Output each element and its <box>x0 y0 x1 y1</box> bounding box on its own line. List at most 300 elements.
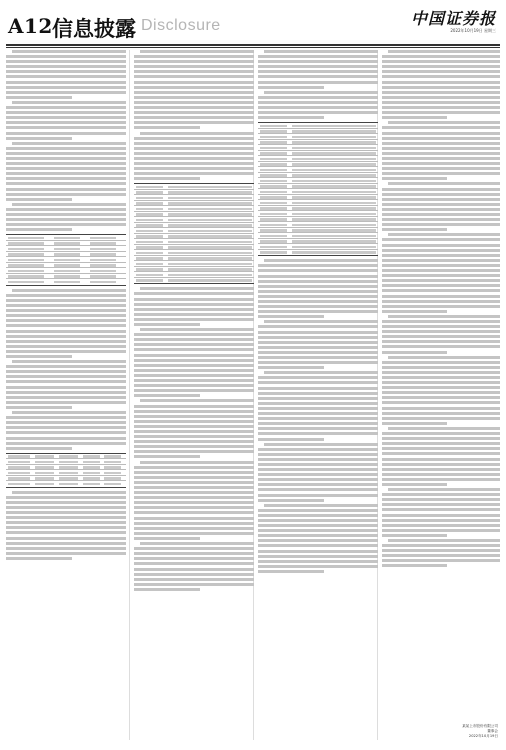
text-line <box>6 511 126 514</box>
text-line <box>134 147 254 150</box>
text-line <box>134 55 254 58</box>
text-line <box>6 198 72 201</box>
table-cell <box>292 130 376 133</box>
table-cell <box>8 237 44 240</box>
table-cell <box>260 224 286 227</box>
text-line <box>134 333 254 336</box>
table-cell <box>260 180 286 183</box>
text-line <box>134 167 254 170</box>
table-cell <box>83 455 100 458</box>
text-line <box>134 172 254 175</box>
table-cell <box>168 186 252 189</box>
text-line <box>382 529 500 532</box>
text-line <box>258 295 378 298</box>
table-cell <box>168 279 252 282</box>
text-line <box>134 348 254 351</box>
table-cell <box>136 235 162 238</box>
text-line <box>382 305 500 308</box>
table-cell <box>168 213 252 216</box>
text-line <box>140 399 254 402</box>
text-line <box>382 152 500 155</box>
table-cell <box>168 219 252 222</box>
text-line <box>382 223 500 226</box>
text-line <box>134 481 254 484</box>
text-line <box>134 292 254 295</box>
text-line <box>382 238 500 241</box>
text-line <box>258 519 378 522</box>
text-line <box>382 60 500 63</box>
table-cell <box>136 224 162 227</box>
text-line <box>6 228 72 231</box>
text-line <box>382 193 500 196</box>
text-line <box>134 486 254 489</box>
text-line <box>382 126 500 129</box>
text-line <box>134 552 254 555</box>
text-line <box>140 287 254 290</box>
table-cell <box>260 202 286 205</box>
text-line <box>6 542 126 545</box>
text-line <box>258 305 378 308</box>
table-row <box>6 279 126 285</box>
text-line <box>388 488 500 491</box>
table-cell <box>168 252 252 255</box>
text-line <box>6 86 126 89</box>
text-line <box>258 550 378 553</box>
text-line <box>382 361 500 364</box>
text-line <box>134 527 254 530</box>
text-line <box>258 376 378 379</box>
text-line <box>382 162 500 165</box>
text-line <box>382 172 500 175</box>
text-line <box>134 384 254 387</box>
text-line <box>382 91 500 94</box>
table-cell <box>168 257 252 260</box>
text-line <box>382 264 500 267</box>
text-line <box>258 427 378 430</box>
page-code: A12 <box>8 14 53 38</box>
table-cell <box>90 259 116 262</box>
table-cell <box>8 477 30 480</box>
text-line <box>134 532 254 535</box>
table-cell <box>59 455 78 458</box>
text-line <box>6 437 126 440</box>
table-cell <box>260 229 286 232</box>
page-header <box>6 4 500 44</box>
table-cell <box>292 147 376 150</box>
table-cell <box>136 274 162 277</box>
text-line <box>134 578 254 581</box>
table-cell <box>35 466 54 469</box>
table-cell <box>90 253 116 256</box>
text-line <box>382 284 500 287</box>
text-line <box>258 86 324 89</box>
text-line <box>258 351 378 354</box>
text-line <box>6 188 126 191</box>
table-cell <box>90 264 116 267</box>
text-line <box>258 60 378 63</box>
text-line <box>382 493 500 496</box>
text-line <box>382 437 500 440</box>
text-line <box>6 126 126 129</box>
text-line <box>12 491 126 494</box>
signature-block <box>462 724 498 739</box>
text-line <box>134 491 254 494</box>
table-cell <box>260 169 286 172</box>
table-cell <box>260 152 286 155</box>
text-line <box>258 570 324 573</box>
text-line <box>6 386 126 389</box>
table-cell <box>54 264 80 267</box>
table-cell <box>59 466 78 469</box>
text-line <box>134 343 254 346</box>
text-line <box>264 320 378 323</box>
text-line <box>382 279 500 282</box>
text-line <box>6 81 126 84</box>
table-cell <box>292 174 376 177</box>
text-line <box>6 299 126 302</box>
table-cell <box>136 263 162 266</box>
text-line <box>6 324 126 327</box>
text-line <box>382 407 500 410</box>
text-line <box>134 496 254 499</box>
text-line <box>134 517 254 520</box>
text-line <box>258 65 378 68</box>
text-line <box>382 259 500 262</box>
text-line <box>382 478 500 481</box>
text-line <box>258 81 378 84</box>
text-line <box>258 448 378 451</box>
table-cell <box>168 191 252 194</box>
text-line <box>258 565 378 568</box>
text-line <box>6 350 126 353</box>
table-cell <box>104 461 121 464</box>
table-cell <box>136 268 162 271</box>
text-line <box>6 75 126 78</box>
text-column-1 <box>6 50 126 740</box>
text-line <box>134 106 254 109</box>
text-line <box>6 208 126 211</box>
table-cell <box>136 219 162 222</box>
text-line <box>6 193 126 196</box>
text-line <box>382 70 500 73</box>
text-line <box>134 142 254 145</box>
table-cell <box>292 141 376 144</box>
text-line <box>134 157 254 160</box>
table-cell <box>83 472 100 475</box>
text-line <box>6 345 126 348</box>
text-line <box>134 506 254 509</box>
table-cell <box>59 461 78 464</box>
text-line <box>134 410 254 413</box>
text-line <box>134 96 254 99</box>
text-line <box>388 539 500 542</box>
text-line <box>258 101 378 104</box>
table-cell <box>136 213 162 216</box>
table-cell <box>292 229 376 232</box>
text-line <box>382 213 500 216</box>
text-line <box>258 534 378 537</box>
text-line <box>382 81 500 84</box>
text-line <box>6 309 126 312</box>
text-line <box>258 422 378 425</box>
text-line <box>258 346 378 349</box>
text-line <box>6 537 126 540</box>
text-line <box>134 177 200 180</box>
table-cell <box>35 461 54 464</box>
text-line <box>134 111 254 114</box>
table-row <box>6 481 126 487</box>
table-cell <box>292 163 376 166</box>
text-line <box>6 213 126 216</box>
text-line <box>134 588 200 591</box>
text-line <box>258 106 378 109</box>
text-line <box>258 55 378 58</box>
text-line <box>6 137 72 140</box>
text-line <box>382 554 500 557</box>
text-line <box>134 537 200 540</box>
text-line <box>382 401 500 404</box>
header-rule-thin <box>6 47 500 48</box>
text-line <box>382 351 447 354</box>
table-cell <box>8 461 30 464</box>
text-line <box>258 514 378 517</box>
text-line <box>264 443 378 446</box>
text-line <box>382 514 500 517</box>
text-line <box>382 254 500 257</box>
text-line <box>382 335 500 338</box>
text-line <box>382 96 500 99</box>
text-line <box>382 198 500 201</box>
table-cell <box>8 259 44 262</box>
table-cell <box>260 218 286 221</box>
table-cell <box>260 141 286 144</box>
table-cell <box>136 208 162 211</box>
text-line <box>258 331 378 334</box>
text-line <box>6 335 126 338</box>
table-cell <box>168 246 252 249</box>
text-line <box>382 106 500 109</box>
text-line <box>6 96 72 99</box>
table-cell <box>136 186 162 189</box>
table-cell <box>104 472 121 475</box>
text-line <box>382 228 447 231</box>
text-line <box>6 516 126 519</box>
table-cell <box>168 268 252 271</box>
text-line <box>382 534 447 537</box>
table-cell <box>260 246 286 249</box>
text-line <box>382 325 500 328</box>
text-line <box>134 101 254 104</box>
text-line <box>6 304 126 307</box>
text-line <box>382 289 500 292</box>
text-line <box>382 274 500 277</box>
text-line <box>382 371 500 374</box>
text-line <box>134 394 200 397</box>
text-line <box>382 75 500 78</box>
text-line <box>134 298 254 301</box>
issue-date: 2022年10月19日 星期三 <box>450 28 496 33</box>
text-line <box>382 147 500 150</box>
table-cell <box>54 275 80 278</box>
table-cell <box>8 466 30 469</box>
table-cell <box>292 180 376 183</box>
text-line <box>382 447 500 450</box>
text-line <box>382 300 500 303</box>
text-line <box>382 167 500 170</box>
table-row <box>258 250 378 256</box>
text-line <box>258 402 378 405</box>
text-line <box>258 392 378 395</box>
text-line <box>134 501 254 504</box>
table-cell <box>168 230 252 233</box>
text-line <box>6 426 126 429</box>
text-line <box>258 407 378 410</box>
text-line <box>382 463 500 466</box>
text-line <box>134 557 254 560</box>
text-line <box>6 167 126 170</box>
text-line <box>258 387 378 390</box>
text-line <box>258 453 378 456</box>
text-line <box>6 319 126 322</box>
text-line <box>6 172 126 175</box>
table-cell <box>90 248 116 251</box>
text-line <box>382 442 500 445</box>
text-line <box>382 320 500 323</box>
table-cell <box>8 472 30 475</box>
data-table <box>134 183 254 284</box>
text-line <box>12 50 126 53</box>
text-line <box>134 562 254 565</box>
text-line <box>12 142 126 145</box>
table-cell <box>104 477 121 480</box>
text-line <box>258 290 378 293</box>
text-line <box>382 55 500 58</box>
table-cell <box>260 163 286 166</box>
text-line <box>382 483 447 486</box>
table-cell <box>292 191 376 194</box>
table-cell <box>35 477 54 480</box>
text-line <box>140 461 254 464</box>
text-line <box>382 381 500 384</box>
text-line <box>134 313 254 316</box>
table-cell <box>260 125 286 128</box>
table-cell <box>35 483 54 486</box>
text-line <box>382 142 500 145</box>
text-line <box>258 494 378 497</box>
text-line <box>134 425 254 428</box>
text-line <box>134 364 254 367</box>
text-line <box>12 411 126 414</box>
text-line <box>382 503 500 506</box>
table-cell <box>292 218 376 221</box>
text-line <box>382 468 500 471</box>
text-line <box>6 223 126 226</box>
table-cell <box>54 259 80 262</box>
text-line <box>382 116 447 119</box>
text-line <box>258 269 378 272</box>
table-cell <box>292 185 376 188</box>
text-line <box>382 345 500 348</box>
text-line <box>258 509 378 512</box>
text-line <box>6 70 126 73</box>
text-line <box>134 430 254 433</box>
text-line <box>134 471 254 474</box>
table-cell <box>54 248 80 251</box>
text-line <box>134 420 254 423</box>
table-cell <box>292 125 376 128</box>
text-column-4 <box>382 50 500 740</box>
table-cell <box>260 196 286 199</box>
table-cell <box>90 237 116 240</box>
text-line <box>6 531 126 534</box>
text-line <box>258 96 378 99</box>
text-line <box>258 116 324 119</box>
text-line <box>134 440 254 443</box>
newspaper-logo: 中国证券报 <box>410 9 496 28</box>
text-line <box>134 60 254 63</box>
text-line <box>6 314 126 317</box>
text-line <box>258 275 378 278</box>
text-line <box>382 137 500 140</box>
text-line <box>258 468 378 471</box>
text-line <box>134 116 254 119</box>
text-line <box>134 445 254 448</box>
table-cell <box>90 242 116 245</box>
text-line <box>140 328 254 331</box>
text-line <box>12 203 126 206</box>
text-line <box>134 137 254 140</box>
text-line <box>134 91 254 94</box>
table-cell <box>292 207 376 210</box>
text-line <box>134 374 254 377</box>
text-line <box>134 405 254 408</box>
text-line <box>134 152 254 155</box>
table-cell <box>8 455 30 458</box>
table-cell <box>54 253 80 256</box>
text-line <box>382 203 500 206</box>
header-rule <box>6 44 500 46</box>
text-line <box>258 356 378 359</box>
text-line <box>258 366 324 369</box>
text-line <box>388 182 500 185</box>
text-line <box>382 432 500 435</box>
text-line <box>6 91 126 94</box>
text-line <box>382 65 500 68</box>
text-line <box>258 488 378 491</box>
text-line <box>382 396 500 399</box>
text-line <box>258 560 378 563</box>
text-line <box>382 564 447 567</box>
text-column-2 <box>134 50 254 740</box>
text-line <box>6 106 126 109</box>
text-line <box>134 65 254 68</box>
table-cell <box>260 235 286 238</box>
text-line <box>382 473 500 476</box>
text-line <box>258 280 378 283</box>
text-line <box>258 285 378 288</box>
text-line <box>134 573 254 576</box>
text-line <box>6 218 126 221</box>
table-cell <box>8 270 44 273</box>
text-line <box>6 391 126 394</box>
table-cell <box>168 263 252 266</box>
text-line <box>6 340 126 343</box>
text-line <box>6 182 126 185</box>
text-line <box>6 111 126 114</box>
table-cell <box>260 136 286 139</box>
text-line <box>134 86 254 89</box>
text-line <box>6 380 126 383</box>
